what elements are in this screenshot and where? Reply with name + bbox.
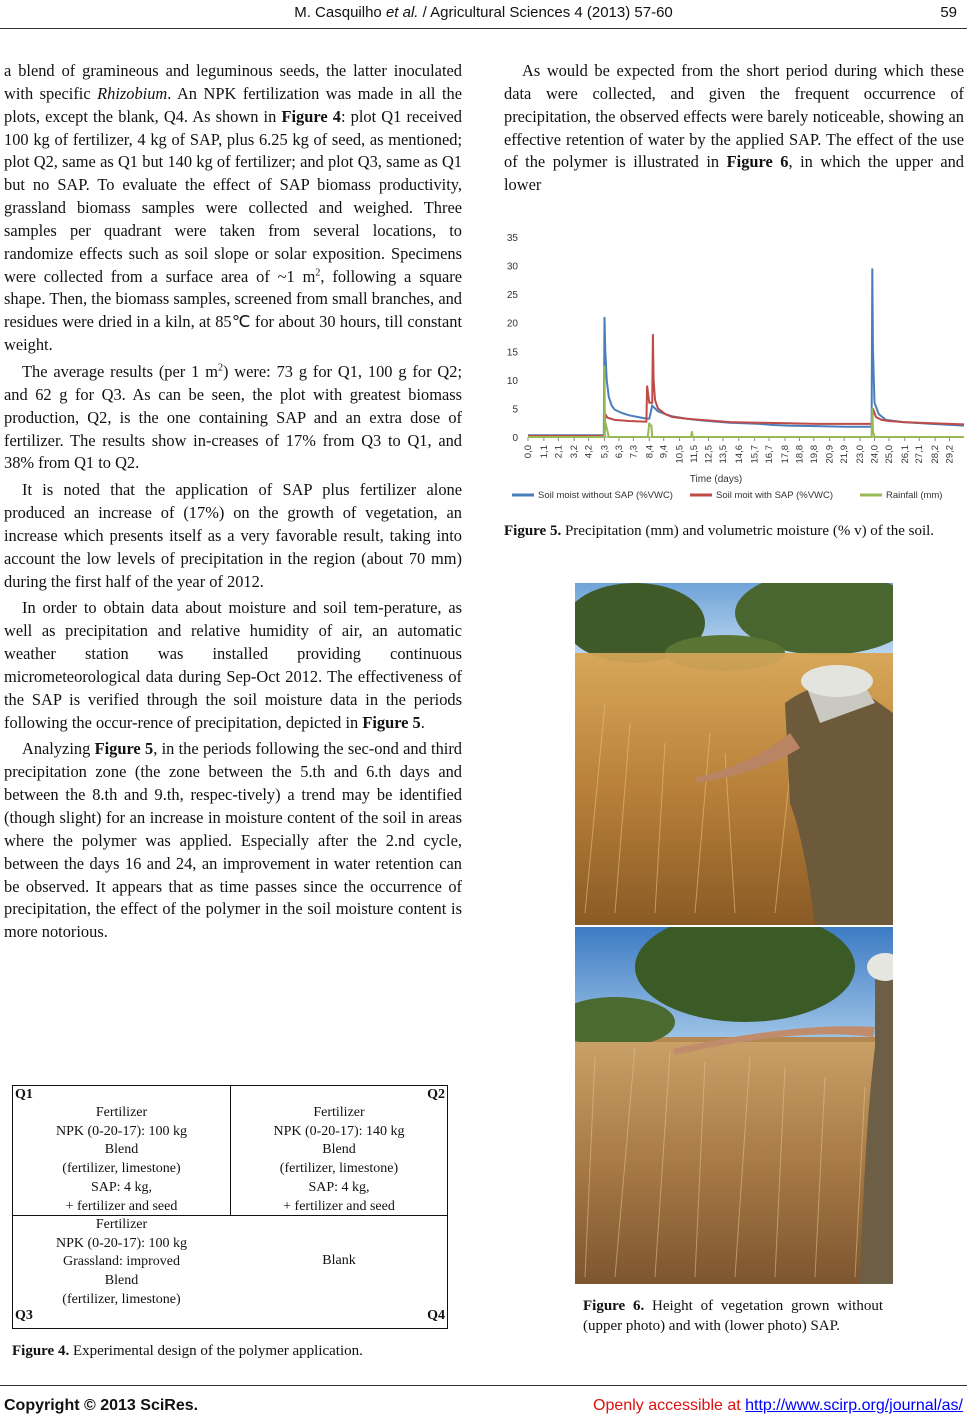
figure-4-caption-text: Experimental design of the polymer application. <box>69 1343 363 1359</box>
text-run: In order to obtain data about moisture and soil tem-perature, as well as precipitation and relative humidity of air, an automatic weather station was installed providing continuous micrometeorological data during Sep-Oct 2012. The effectiveness of the SAP is verified through the soil moisture data in the periods following the occur-rence of precipitation, depicted in <box>4 598 462 732</box>
photo-grass-with-sap <box>575 927 893 1284</box>
q3-line: NPK (0-20-17): 100 kg <box>55 1235 188 1251</box>
superscript: 2 <box>217 362 223 374</box>
page-header <box>0 4 967 26</box>
figure-5-ref: Figure 5 <box>94 739 154 759</box>
figure-4-table <box>12 1085 448 1329</box>
legend-entry: Rainfall (mm) <box>886 490 943 501</box>
y-tick-label: 25 <box>506 290 518 302</box>
q3-line: Blend <box>104 1273 139 1289</box>
figure-5-ref: Figure 5 <box>362 712 421 732</box>
figure-6-ref: Figure 6 <box>726 152 789 172</box>
y-tick-label: 15 <box>506 347 518 359</box>
text-run: . <box>420 712 425 732</box>
x-tick-label: 6,3 <box>613 445 625 459</box>
y-tick-label: 0 <box>512 433 518 444</box>
q1-line: SAP: 4 kg, <box>90 1179 153 1195</box>
q3-line: Grassland: improved <box>62 1254 181 1270</box>
open-access-text: Openly accessible at <box>593 1397 746 1414</box>
x-tick-label: 11,5 <box>689 445 701 463</box>
paragraph-1 <box>4 60 462 357</box>
paragraph-4 <box>4 597 462 734</box>
figure-5-caption-label: Figure 5. <box>504 523 562 539</box>
q3-line: (fertilizer, limestone) <box>62 1291 181 1307</box>
photo-grass-without-sap <box>575 583 893 925</box>
text-run: , in which the upper and lower <box>504 152 964 195</box>
page-footer <box>0 1397 967 1417</box>
quadrant-q4 <box>231 1216 447 1328</box>
x-tick-label: 28,2 <box>930 445 942 464</box>
q4-label: Q4 <box>427 1308 445 1324</box>
running-title-journal: / Agricultural Sciences 4 (2013) 57-60 <box>418 4 673 21</box>
x-tick-label: 20,9 <box>824 445 836 464</box>
x-tick-label: 19,8 <box>808 445 820 464</box>
text-run: . An NPK fertilization was made in all the plots, except the blank, Q4. As shown in <box>4 83 462 126</box>
text-run: ) were: 73 g for Q1, 100 g for Q2; and 62 g for Q3. As can be seen, the plot with greatest biomass production, Q2, is the one containing SAP and an extra dose of fertilizer. The results show in-creases of 17% from Q3 to Q1, and 38% from Q1 to Q2. <box>4 361 463 473</box>
x-tick-label: 13,5 <box>717 445 729 464</box>
figure-5-caption-text: Precipitation (mm) and volumetric moisture (% v) of the soil. <box>561 523 935 539</box>
x-axis-label: Time (days) <box>689 474 743 485</box>
x-tick-label: 23,0 <box>855 445 867 464</box>
x-tick-label: 15,7 <box>749 445 761 464</box>
text-run: As would be expected from the short period during which these data were collected, and given the frequent occurrence of precipitation, the observed effects were barely noticeable, showing an effective retention of water by the applied SAP. The effect of the use of the polymer is illustrated in <box>504 61 964 172</box>
superscript: 2 <box>315 267 321 279</box>
running-title <box>0 4 967 21</box>
figure-5-caption <box>504 521 966 541</box>
quadrant-q3 <box>13 1216 230 1328</box>
q3-label: Q3 <box>15 1308 33 1324</box>
x-tick-label: 5,3 <box>599 445 611 459</box>
q2-label: Q2 <box>427 1087 445 1102</box>
q1-line: Blend <box>104 1142 139 1158</box>
q3-contents <box>13 1216 230 1310</box>
header-rule <box>0 28 967 29</box>
right-column <box>504 60 964 197</box>
x-tick-label: 0,0 <box>523 445 534 459</box>
q2-line: NPK (0-20-17): 140 kg <box>273 1123 405 1139</box>
series-line-2 <box>528 366 964 437</box>
x-tick-label: 7,3 <box>628 445 640 459</box>
journal-link[interactable]: http://www.scirp.org/journal/as/ <box>745 1397 963 1414</box>
quadrant-q1 <box>13 1086 230 1215</box>
q1-contents <box>13 1104 230 1216</box>
q2-line: Blend <box>322 1142 356 1158</box>
paragraph-6 <box>504 60 964 197</box>
quadrant-q2 <box>231 1086 447 1215</box>
lower-photo-with-sap <box>575 927 893 1284</box>
y-tick-label: 35 <box>506 233 518 244</box>
q2-line: Fertilizer <box>313 1105 365 1120</box>
figure-4-caption <box>12 1341 452 1361</box>
q1-label: Q1 <box>15 1087 33 1102</box>
q3-line: Fertilizer <box>95 1217 148 1232</box>
x-tick-label: 1,1 <box>538 445 550 459</box>
x-tick-label: 17,8 <box>779 445 791 464</box>
q1-line: NPK (0-20-17): 100 kg <box>55 1123 188 1139</box>
copyright-notice: Copyright © 2013 SciRes. <box>4 1397 199 1414</box>
q2-contents <box>231 1104 447 1216</box>
x-tick-label: 9,4 <box>658 445 670 459</box>
figure-6-caption-label: Figure 6. <box>583 1298 645 1314</box>
x-tick-label: 26,1 <box>899 445 911 464</box>
figure-4-ref: Figure 4 <box>281 106 341 126</box>
figure-5-chart <box>496 225 967 510</box>
text-run: Analyzing <box>22 739 95 759</box>
x-tick-label: 12,5 <box>703 445 715 464</box>
text-run: , in the periods following the sec-ond and third precipitation zone (the zone between the 5.th and 6.th days and between the 8.th and 9.th, respec-tively) a trend may be identified (though slight) for an increase in moisture content of the soil in areas where the polymer was applied. Especially after the 2.nd cycle, between the days 16 and 24, an improvement in water retention can be observed. It appears that as time passes since the occurrence of precipitation, the effect of the polymer in the soil moisture content is more notorious. <box>4 739 463 942</box>
x-tick-label: 27,1 <box>914 445 926 464</box>
legend-entry: Soil moist without SAP (%VWC) <box>538 490 673 501</box>
q2-line: (fertilizer, limestone) <box>279 1161 399 1177</box>
x-tick-label: 2,1 <box>553 445 565 459</box>
q2-line: + fertilizer and seed <box>283 1198 395 1214</box>
x-tick-label: 24,0 <box>869 445 881 464</box>
q1-line: (fertilizer, limestone) <box>62 1161 181 1177</box>
paragraph-5 <box>4 738 462 944</box>
x-tick-label: 18,8 <box>794 445 806 464</box>
rhizobium-term: Rhizobium <box>97 83 168 103</box>
x-tick-label: 8,4 <box>644 445 656 459</box>
q2-line: SAP: 4 kg, <box>308 1179 370 1195</box>
x-tick-label: 16,7 <box>764 445 776 464</box>
legend-entry: Soil moit with SAP (%VWC) <box>716 490 834 501</box>
q4-blank: Blank <box>322 1253 356 1268</box>
y-tick-label: 20 <box>506 318 518 330</box>
x-tick-label: 25,0 <box>883 445 895 464</box>
y-tick-label: 30 <box>506 261 518 273</box>
upper-photo-without-sap <box>575 583 893 925</box>
figure-6-caption-text: Height of vegetation grown without (upper photo) and with (lower photo) SAP. <box>583 1298 883 1334</box>
x-tick-label: 21,9 <box>839 445 851 464</box>
x-tick-label: 29,2 <box>944 445 956 464</box>
figure-6-caption <box>583 1296 883 1336</box>
text-run: a blend of gramineous and leguminous seeds, the latter inoculated with specific <box>4 61 462 103</box>
q1-line: + fertilizer and seed <box>65 1198 178 1214</box>
y-tick-label: 5 <box>512 404 518 416</box>
left-column <box>4 60 462 944</box>
text-run: , following a square shape. Then, the biomass samples, screened from small branches, and residues were dried in a kiln, at 85℃ for about 30 hours, till constant weight. <box>4 266 462 355</box>
text-run: : plot Q1 received 100 kg of fertilizer, 4 kg of SAP, plus 6.25 kg of seed, as mentioned; plot Q2, same as Q1 but 140 kg of fertilizer; and plot Q3, same as Q1 but no SAP. To evaluate the effect of SAP biomass productivity, grassland biomass samples were collected and weighed. Three samples per quadrant were taken from several locations, to randomize effects such as soil slope or solar exposition. Specimens were collected from a surface area of ~1 m <box>4 106 462 286</box>
x-tick-label: 14,6 <box>733 445 745 464</box>
footer-rule <box>0 1385 967 1386</box>
x-tick-label: 4,2 <box>583 445 595 459</box>
figure-4-caption-label: Figure 4. <box>12 1343 70 1359</box>
x-tick-label: 3,2 <box>569 445 581 459</box>
y-tick-label: 10 <box>506 375 518 387</box>
text-run: The average results (per 1 m <box>22 361 218 381</box>
x-tick-label: 10,5 <box>674 445 686 464</box>
q1-line: Fertilizer <box>95 1105 148 1120</box>
paragraph-2 <box>4 361 462 475</box>
paragraph-3: It is noted that the application of SAP plus fertilizer alone produced an increase of (17%) on the growth of vegetation, an increase which presents itself as a very favorable result, taking into account the low levels of precipitation in the region (about 70 mm) during the first half of the year of 2012. <box>4 480 462 591</box>
running-title-authors: M. Casquilho <box>294 4 386 21</box>
series-line-0 <box>528 268 964 435</box>
page-number: 59 <box>940 4 957 21</box>
running-title-etal: et al. <box>385 4 419 21</box>
open-access-notice <box>593 1397 963 1415</box>
